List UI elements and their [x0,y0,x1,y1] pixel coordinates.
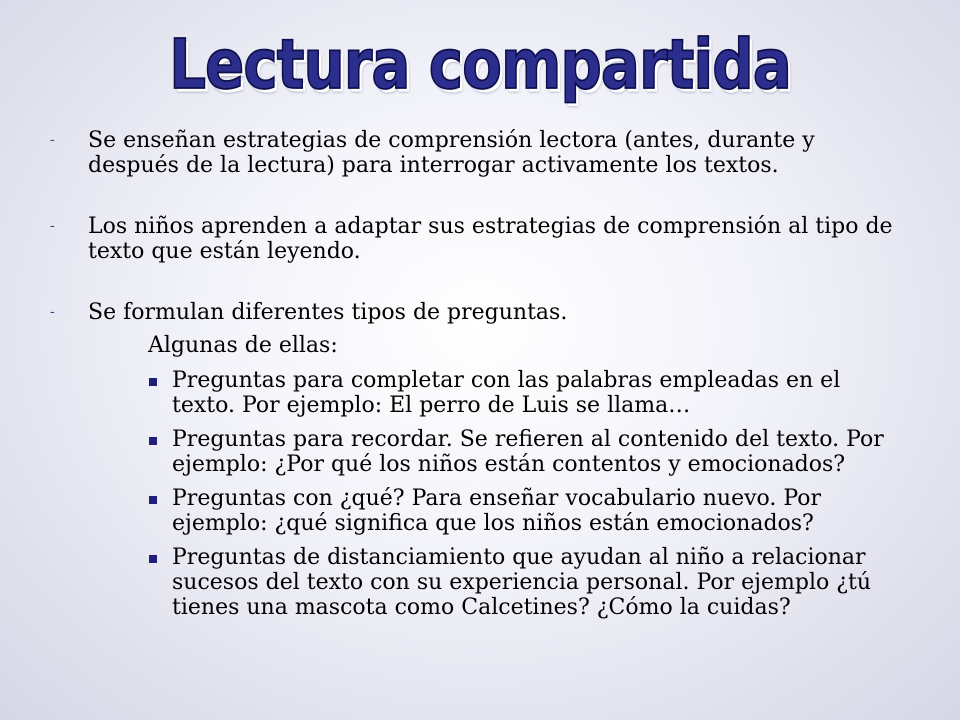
square-bullet-icon [149,555,157,563]
main-point-text: Se enseñan estrategias de comprensión lectora (antes, durante y después de la lectura) para interrogar activamente los textos. [88,128,815,178]
slide-body [50,128,910,629]
sub-point-text: Preguntas para recordar. Se refieren al contenido del texto. Por ejemplo: ¿Por qué los niños están contentos y emocionados? [172,427,884,477]
sub-point-text: Preguntas con ¿qué? Para enseñar vocabulario nuevo. Por ejemplo: ¿qué significa que los niños están emocionados? [172,486,822,536]
main-point [50,300,910,325]
sub-point-text: Preguntas para completar con las palabras empleadas en el texto. Por ejemplo: El perro de Luis se llama… [172,368,841,418]
sub-point [50,368,910,418]
main-point-text: Los niños aprenden a adaptar sus estrategias de comprensión al tipo de texto que están leyendo. [88,214,893,264]
sub-point-text: Preguntas de distanciamiento que ayudan al niño a relacionar sucesos del texto con su experiencia personal. Por ejemplo ¿tú tienes una mascota como Calcetines? ¿Cómo la cuidas? [172,545,872,620]
main-point-text: Se formulan diferentes tipos de preguntas. [88,300,568,325]
dash-bullet: - [50,132,55,148]
square-bullet-icon [149,496,157,504]
main-point [50,214,910,264]
slide-title: Lectura compartida [169,24,791,105]
sub-point [50,545,910,620]
main-point [50,128,910,178]
square-bullet-icon [149,437,157,445]
sub-point [50,427,910,477]
sub-point [50,486,910,536]
dash-bullet: - [50,218,55,234]
square-bullet-icon [149,378,157,386]
subheading: Algunas de ellas: [148,333,338,358]
dash-bullet: - [50,304,55,320]
